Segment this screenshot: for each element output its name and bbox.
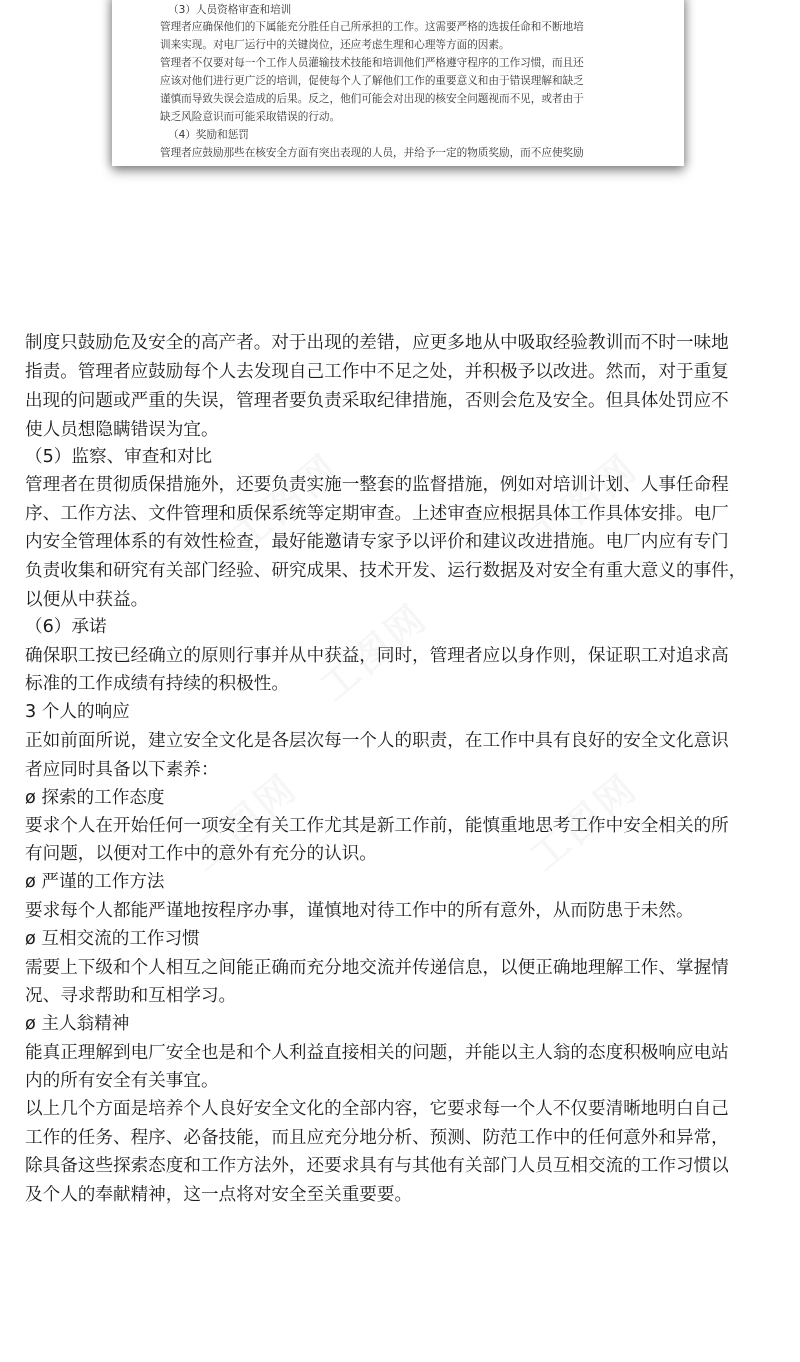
- list-heading: ø 探索的工作态度: [25, 788, 165, 808]
- preview-line: 管理者应鼓励那些在核安全方面有突出表现的人员，并给予一定的物质奖励，而不应使奖励: [160, 147, 584, 159]
- section-heading: 3 个人的响应: [25, 702, 130, 722]
- body-line: 以便从中获益。: [25, 590, 149, 610]
- body-line: 内安全管理体系的有效性检查，最好能邀请专家予以评价和建议改进措施。电厂内应有专门: [25, 532, 729, 552]
- preview-line: 训来实现。对电厂运行中的关键岗位，还应考虑生理和心理等方面的因素。: [160, 39, 510, 51]
- preview-heading: （3）人员资格审查和培训: [168, 4, 292, 16]
- section-heading: （5）监察、审查和对比: [25, 447, 213, 467]
- preview-line: 谨慎而导致失误会造成的后果。反之，他们可能会对出现的核安全问题视而不见，或者由于: [160, 93, 584, 105]
- body-line: 使人员想隐瞒错误为宜。: [25, 420, 219, 440]
- body-line: 工作的任务、程序、必备技能，而且应充分地分析、预测、防范工作中的任何意外和异常，: [25, 1128, 729, 1148]
- body-line: 及个人的奉献精神，这一点将对安全至关重要要。: [25, 1185, 413, 1205]
- body-line: 内的所有安全有关事宜。: [25, 1071, 219, 1091]
- body-line: 标准的工作成绩有持续的积极性。: [25, 674, 289, 694]
- body-line: 除具备这些探索态度和工作方法外，还要求具有与其他有关部门人员互相交流的工作习惯以: [25, 1156, 729, 1176]
- body-line: 者应同时具备以下素养：: [25, 760, 219, 780]
- body-line: 能真正理解到电厂安全也是和个人利益直接相关的问题，并能以主人翁的态度积极响应电站: [25, 1043, 729, 1063]
- body-line: 有问题，以便对工作中的意外有充分的认识。: [25, 844, 377, 864]
- body-line: 制度只鼓励危及安全的高产者。对于出现的差错，应更多地从中吸取经验教训而不时一味地: [25, 333, 729, 353]
- body-line: 序、工作方法、文件管理和质保系统等定期审查。上述审查应根据具体工作具体安排。电厂: [25, 504, 729, 524]
- body-line: 以上几个方面是培养个人良好安全文化的全部内容，它要求每一个人不仅要清晰地明白自己: [25, 1099, 729, 1119]
- preview-line: 应该对他们进行更广泛的培训，促使每个人了解他们工作的重要意义和由于错误理解和缺乏: [160, 75, 584, 87]
- body-line: 要求每个人都能严谨地按程序办事，谨慎地对待工作中的所有意外，从而防患于未然。: [25, 901, 694, 921]
- section-heading: （6）承诺: [25, 617, 107, 637]
- preview-page: [112, 0, 684, 166]
- list-heading: ø 主人翁精神: [25, 1014, 130, 1034]
- body-line: 正如前面所说，建立安全文化是各层次每一个人的职责，在工作中具有良好的安全文化意识: [25, 731, 729, 751]
- body-line: 出现的问题或严重的失误，管理者要负责采取纪律措施，否则会危及安全。但具体处罚应不: [25, 391, 729, 411]
- body-line: 要求个人在开始任何一项安全有关工作尤其是新工作前，能慎重地思考工作中安全相关的所: [25, 816, 729, 836]
- body-line: 需要上下级和个人相互之间能正确而充分地交流并传递信息，以便正确地理解工作、掌握情: [25, 958, 729, 978]
- list-heading: ø 互相交流的工作习惯: [25, 929, 200, 949]
- body-line: 负责收集和研究有关部门经验、研究成果、技术开发、运行数据及对安全有重大意义的事件，: [25, 561, 747, 581]
- preview-line: 管理者应确保他们的下属能充分胜任自己所承担的工作。这需要严格的选拔任命和不断地培: [160, 21, 584, 33]
- body-line: 管理者在贯彻质保措施外，还要负责实施一整套的监督措施，例如对培训计划、人事任命程: [25, 475, 729, 495]
- document-preview-thumbnail: [0, 0, 800, 200]
- preview-heading: （4）奖励和惩罚: [168, 129, 249, 141]
- list-heading: ø 严谨的工作方法: [25, 872, 165, 892]
- body-line: 况、寻求帮助和互相学习。: [25, 986, 237, 1006]
- body-line: 指责。管理者应鼓励每个人去发现自己工作中不足之处，并积极予以改进。然而，对于重复: [25, 362, 729, 382]
- preview-line: 管理者不仅要对每一个工作人员灌输技术技能和培训他们严格遵守程序的工作习惯，而且还: [160, 57, 584, 69]
- preview-line: 缺乏风险意识而可能采取错误的行动。: [160, 111, 341, 123]
- body-line: 确保职工按已经确立的原则行事并从中获益，同时，管理者应以身作则，保证职工对追求高: [25, 646, 729, 666]
